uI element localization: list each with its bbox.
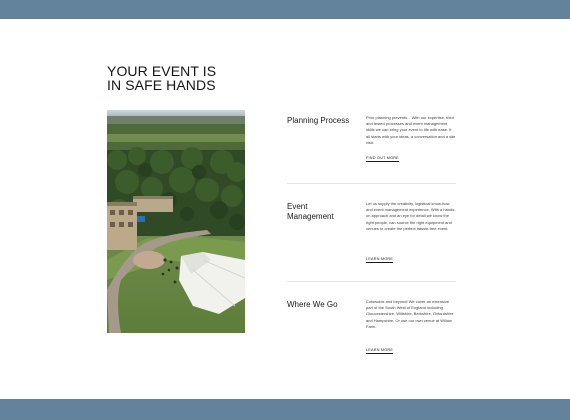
section-description: Let us supply the creativity, logistical know-how and event management experience. With a hands-on approach and an eye for detail we know the right people, can source the right equipment and venues to create the perfect hassle-free event. xyxy=(366,201,456,231)
page-content xyxy=(0,19,570,399)
section-description: Prior planning prevents... With our expertise, tried and tested processes and event management skills we can bring your event to life with ease. It all starts with your ideas, a conversation and a site visit. xyxy=(366,115,456,145)
section-title: Where We Go xyxy=(287,300,338,309)
aerial-venue-photo xyxy=(107,110,245,333)
learn-more-link[interactable]: LEARN MORE xyxy=(366,348,394,352)
section-divider xyxy=(287,183,456,184)
page-title-line-2: IN SAFE HANDS xyxy=(107,77,216,93)
section-description: Cotswolds and beyond! We cover an extensive part of the South West of England including Gloucestershire, Wiltshire, Berkshire, Oxfordshire and Hampshire. Or use our own venue at Willow Farm. xyxy=(366,299,454,329)
page-title-line-1: YOUR EVENT IS xyxy=(107,63,217,79)
section-divider xyxy=(287,281,456,282)
page-title xyxy=(107,64,216,92)
section-title: Event Management xyxy=(287,202,334,221)
section-title: Planning Process xyxy=(287,116,350,125)
learn-more-link[interactable]: LEARN MORE xyxy=(366,257,394,261)
find-out-more-link[interactable]: FIND OUT MORE xyxy=(366,156,399,160)
